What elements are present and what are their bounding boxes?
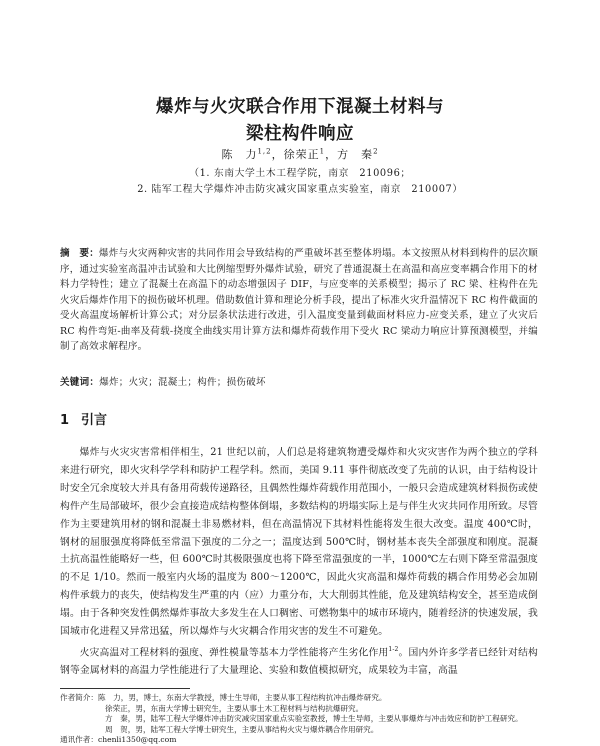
author-1-name: 陈 力 [221,148,258,161]
body-paragraph-2-start: 火灾高温对工程材料的强度、弹性模量等基本力学性能将产生劣化作用 [79,647,389,659]
affiliation-1: （1. 东南大学土木工程学院，南京 210096； [189,168,411,179]
abstract-label: 摘 要： [60,248,100,259]
body-paragraph-2-end: 。国内外许多学者已经针对结构钢等金属材料的高温力学性能进行了大量理论、实验和数值模拟研究，成果较为丰富，高温 [60,647,538,677]
paper-title [0,94,600,148]
author-3-name: 方 秦 [337,148,374,161]
author-list [0,146,600,162]
keywords-text: 爆炸；火灾；混凝土；构件；损伤破坏 [99,377,266,388]
footnote-line-3: 方 秦，男，陆军工程大学爆炸冲击防灾减灾国家重点实验室教授，博士生导师，主要从事爆炸与冲击效应和防护工程研究。 [105,714,523,723]
author-2-name: 徐荣正 [283,148,320,161]
footnote-divider [60,688,190,689]
section-heading [60,409,107,428]
section-number: 1 [60,413,70,428]
abstract-text: 爆炸与火灾两种灾害的共同作用会导致结构的严重破坏甚至整体坍塌。本文按照从材料到构件的层次顺序，通过实验室高温冲击试验和大比例缩型野外爆炸试验，研究了普通混凝土在高温和高应变率耦合作用下的材料力学特性；建立了混凝土在高温下的动态增强因子 DIF，与应变率的关系模型；揭示了 RC 梁、柱构件在先火灾后爆炸作用下的损伤破坏机理。借助数值计算和理论分析手段，提出了标准火灾升温情况下 RC 构件截面的受火高温度场解析计算公式；对分层条状法进行改进，引入温度变量到截面材料应力-应变关系，建立了火灾后 RC 构件弯矩-曲率及荷载-挠度全曲线实用计算方法和爆炸荷载作用下受火 RC 梁动力响应计算预测模型，并编制了高效求解程序。 [60,248,538,352]
author-separator: ， [271,148,284,161]
body-paragraph-2 [60,641,538,680]
abstract [60,246,538,355]
title-line-2: 梁柱构件响应 [246,124,354,144]
keywords [60,374,266,388]
footnote-line-5: 通讯作者：chenli1350@qq.com [60,735,177,744]
keywords-label: 关键词： [60,377,100,388]
body-text [60,444,538,680]
footnote-line-2: 徐荣正，男，东南大学博士研究生，主要从事土木工程材料与结构抗爆研究。 [105,703,364,713]
author-1-affil-mark: 1,2 [257,147,272,156]
author-separator: ， [325,148,338,161]
section-title: 引言 [81,413,108,428]
footnote-line-1: 作者简介：陈 力，男，博士，东南大学教授，博士生导师，主要从事工程结构抗冲击爆炸研究。 [60,693,387,702]
title-line-1: 爆炸与火灾联合作用下混凝土材料与 [156,97,444,117]
author-2-affil-mark: 1 [319,147,326,156]
body-paragraph-1: 爆炸与火灾灾害常相伴相生，21 世纪以前，人们总是将建筑物遭受爆炸和火灾灾害作为两个独立的学科来进行研究，即火灾科学学科和防护工程学科。然而，美国 9.11 事件彻底改变了先前的认识，由于结构设计时安全冗余度较大并具有备用荷载传递路径，且偶然性爆炸荷载作用范围小，一般只会造成建筑材料损伤或使构件产生局部破坏，很少会直接造成结构整体倒塌，多数结构的坍塌实际上是与伴生火灾共同作用所致。尽管作为主要建筑用材的钢和混凝土非易燃材料，但在高温情况下其材料性能将发生很大改变。温度 400℃时，钢材的屈服强度将降低至常温下强度的二分之一；温度达到 500℃时，钢材基本丧失全部强度和刚度。混凝土抗高温性能略好一些，但 600℃时其极限强度也将下降至常温强度的一半，1000℃左右则下降至常温强度的不足 1/10。然而一般室内火场的温度为 800～1200℃，因此火灾高温和爆炸荷载的耦合作用势必会加剧构件承载力的丧失，使结构发生严重的内（应）力重分布，大大削弱其性能，危及建筑结构安全，甚至造成倒塌。由于各种突发性偶然爆炸事故大多发生在人口稠密、可燃物集中的城市环境内，随着经济的快速发展，我国城市化进程又异常迅猛，所以爆炸与火灾耦合作用灾害的发生不可避免。 [60,447,538,638]
author-3-affil-mark: 2 [373,147,379,156]
citation-marker: 1-2 [388,645,399,653]
affiliation-2: 2. 陆军工程大学爆炸冲击防灾减灾国家重点实验室，南京 210007） [137,184,463,195]
footnotes [60,693,540,746]
footnote-line-4: 周 贺，男，陆军工程大学博士研究生，主要从事结构火灾与爆炸耦合作用研究。 [105,724,379,734]
